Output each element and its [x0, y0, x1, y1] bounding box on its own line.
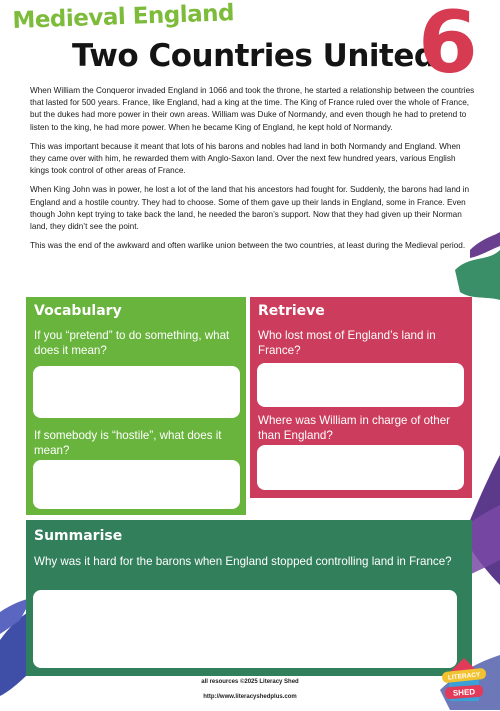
- vocabulary-heading: Vocabulary: [34, 303, 122, 319]
- summarise-answer[interactable]: [33, 590, 457, 668]
- literacy-shed-logo: [440, 654, 488, 706]
- summarise-box: [26, 520, 472, 676]
- footer-copyright: all resources ©2025 Literacy Shed: [201, 679, 299, 685]
- series-kicker: Medieval England: [12, 0, 235, 34]
- vocabulary-box: [26, 297, 246, 515]
- vocabulary-answer-1[interactable]: [33, 366, 240, 418]
- passage-paragraph: This was important because it meant that lots of his barons and nobles had land in both Normandy and England. When they came over with him, he rewarded them with Anglo-Saxon land. Over the next few hundred years, various English kings took control of other areas of France.: [30, 141, 461, 176]
- summarise-question: Why was it hard for the barons when England stopped controlling land in France?: [34, 555, 452, 568]
- vocabulary-answer-2[interactable]: [33, 460, 240, 509]
- summarise-heading: Summarise: [34, 528, 123, 544]
- passage-paragraph: When William the Conqueror invaded England in 1066 and took the throne, he started a relationship between the countries that lasted for 500 years. France, like England, had a king at the time. The King of France ruled over the whole of France, but the dukes had more power in their own areas. William was Duke of Normandy, and even though he had to pretend to listen to the king, he had more power. When he became King of England, he kept hold of Normandy.: [30, 86, 475, 132]
- issue-number: 6: [418, 0, 478, 93]
- retrieve-question-1: Who lost most of England’s land in France?: [258, 329, 436, 357]
- passage-paragraph: When King John was in power, he lost a lot of the land that his ancestors had fought for. Suddenly, the barons had land in England and a hostile country. They had to choose. Some of them gave up their lands in England, some in France. Even though John kept trying to take back the land, he needed the baron’s support. Now that they had given up their Norman land, they didn’t see the point.: [30, 185, 470, 232]
- retrieve-question-2: Where was William in charge of other than England?: [258, 414, 451, 442]
- retrieve-answer-1[interactable]: [257, 363, 464, 407]
- retrieve-answer-2[interactable]: [257, 445, 464, 490]
- passage: [30, 85, 475, 259]
- logo-text-line2: SHED: [452, 687, 476, 698]
- logo-text-line1: LITERACY: [447, 671, 481, 682]
- page-title: Two Countries United: [72, 38, 436, 74]
- shed-icon: [440, 654, 488, 706]
- vocabulary-question-1: If you “pretend” to do something, what does it mean?: [34, 329, 230, 357]
- retrieve-heading: Retrieve: [258, 303, 325, 319]
- footer-url[interactable]: http://www.literacyshedplus.com: [203, 694, 297, 700]
- retrieve-box: [250, 297, 472, 498]
- vocabulary-question-2: If somebody is “hostile”, what does it mean?: [34, 429, 222, 457]
- passage-paragraph: This was the end of the awkward and often warlike union between the two countries, at least during the Medieval period.: [30, 241, 466, 251]
